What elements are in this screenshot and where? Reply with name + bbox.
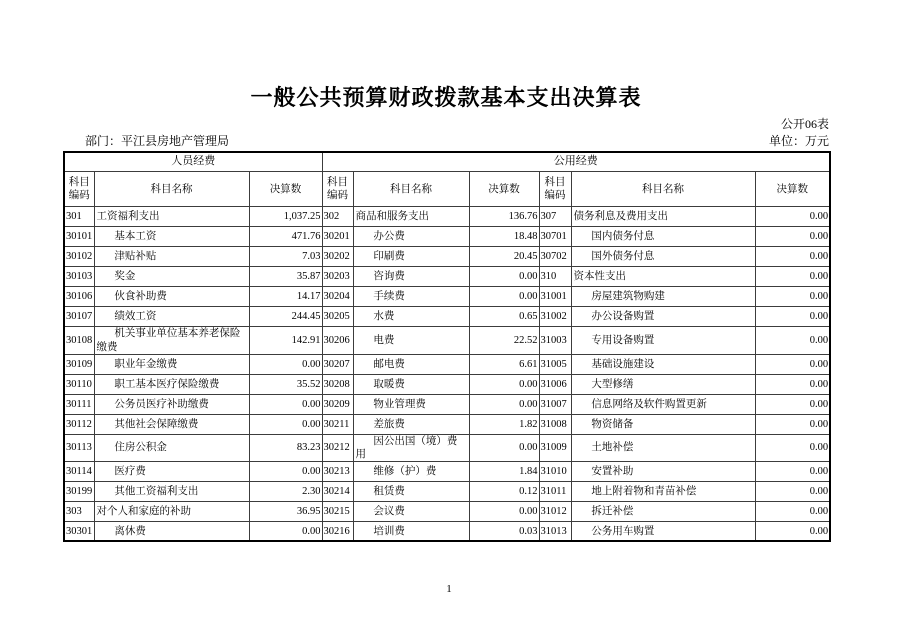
table-row [64, 267, 830, 287]
budget-table-body [64, 207, 830, 542]
subject-code-cell: 30215 [322, 501, 353, 521]
department-label: 部门：平江县房地产管理局 [85, 133, 230, 148]
subject-name-cell: 差旅费 [353, 414, 469, 434]
subject-code-cell: 30213 [322, 461, 353, 481]
table-row [64, 394, 830, 414]
subject-code-cell: 31006 [539, 374, 571, 394]
final-amount-cell: 0.00 [469, 287, 539, 307]
table-row [64, 501, 830, 521]
page-title: 一般公共预算财政拨款基本支出决算表 [250, 85, 642, 110]
subject-name-cell: 债务利息及费用支出 [571, 207, 755, 227]
subject-name-cell: 国内债务付息 [571, 227, 755, 247]
final-amount-cell: 18.48 [469, 227, 539, 247]
subject-code-cell: 30112 [64, 414, 94, 434]
final-amount-cell: 0.00 [249, 521, 322, 541]
subject-name-cell: 会议费 [353, 501, 469, 521]
subject-code-cell: 30203 [322, 267, 353, 287]
table-row [64, 287, 830, 307]
subject-name-cell: 水费 [353, 307, 469, 327]
final-amount-cell: 0.00 [755, 207, 830, 227]
subject-name-cell: 房屋建筑物购建 [571, 287, 755, 307]
subject-code-cell: 30214 [322, 481, 353, 501]
budget-table [63, 151, 831, 543]
final-amount-cell: 0.00 [469, 267, 539, 287]
final-amount-cell: 0.00 [249, 354, 322, 374]
subject-code-cell: 30199 [64, 481, 94, 501]
final-amount-cell: 0.00 [755, 394, 830, 414]
final-amount-cell: 0.00 [755, 227, 830, 247]
subject-name-cell: 医疗费 [94, 461, 249, 481]
subject-name-cell: 培训费 [353, 521, 469, 541]
column-header-amount: 决算数 [469, 172, 539, 207]
unit-label: 单位：万元 [768, 133, 829, 148]
subject-code-cell: 30106 [64, 287, 94, 307]
subject-name-cell: 基本工资 [94, 227, 249, 247]
subject-code-cell: 30701 [539, 227, 571, 247]
subject-code-cell: 30109 [64, 354, 94, 374]
subject-name-cell: 租赁费 [353, 481, 469, 501]
final-amount-cell: 0.65 [469, 307, 539, 327]
subject-name-cell: 机关事业单位基本养老保险缴费 [94, 327, 249, 354]
subject-name-cell: 离休费 [94, 521, 249, 541]
subject-code-cell: 31002 [539, 307, 571, 327]
subject-name-cell: 咨询费 [353, 267, 469, 287]
table-row [64, 247, 830, 267]
final-amount-cell: 20.45 [469, 247, 539, 267]
subject-code-cell: 31003 [539, 327, 571, 354]
subject-code-cell: 30209 [322, 394, 353, 414]
subject-code-cell: 31005 [539, 354, 571, 374]
final-amount-cell: 35.52 [249, 374, 322, 394]
column-header-name: 科目名称 [353, 172, 469, 207]
subject-code-cell: 31008 [539, 414, 571, 434]
subject-name-cell: 职业年金缴费 [94, 354, 249, 374]
subject-name-cell: 物资储备 [571, 414, 755, 434]
subject-name-cell: 印刷费 [353, 247, 469, 267]
final-amount-cell: 0.00 [755, 521, 830, 541]
final-amount-cell: 0.00 [755, 307, 830, 327]
subject-code-cell: 31012 [539, 501, 571, 521]
final-amount-cell: 0.00 [469, 501, 539, 521]
subject-code-cell: 30201 [322, 227, 353, 247]
subject-name-cell: 对个人和家庭的补助 [94, 501, 249, 521]
page-number: 1 [446, 583, 452, 595]
subject-name-cell: 伙食补助费 [94, 287, 249, 307]
subject-name-cell: 手续费 [353, 287, 469, 307]
subject-code-cell: 30111 [64, 394, 94, 414]
final-amount-cell: 0.00 [249, 414, 322, 434]
table-row [64, 434, 830, 461]
table-row [64, 227, 830, 247]
column-header-code: 科目编码 [64, 172, 94, 207]
subject-name-cell: 大型修缮 [571, 374, 755, 394]
column-header-amount: 决算数 [755, 172, 830, 207]
final-amount-cell: 0.00 [755, 414, 830, 434]
final-amount-cell: 36.95 [249, 501, 322, 521]
subject-code-cell: 30113 [64, 434, 94, 461]
subject-name-cell: 办公设备购置 [571, 307, 755, 327]
final-amount-cell: 142.91 [249, 327, 322, 354]
subject-code-cell: 302 [322, 207, 353, 227]
subject-code-cell: 31010 [539, 461, 571, 481]
table-row [64, 374, 830, 394]
final-amount-cell: 0.03 [469, 521, 539, 541]
final-amount-cell: 6.61 [469, 354, 539, 374]
subject-name-cell: 维修（护）费 [353, 461, 469, 481]
table-row [64, 307, 830, 327]
final-amount-cell: 0.00 [755, 461, 830, 481]
subject-name-cell: 安置补助 [571, 461, 755, 481]
subject-name-cell: 土地补偿 [571, 434, 755, 461]
subject-code-cell: 30202 [322, 247, 353, 267]
subject-name-cell: 取暖费 [353, 374, 469, 394]
table-row [64, 327, 830, 354]
final-amount-cell: 0.00 [469, 394, 539, 414]
subject-name-cell: 其他工资福利支出 [94, 481, 249, 501]
subject-name-cell: 职工基本医疗保险缴费 [94, 374, 249, 394]
subject-name-cell: 电费 [353, 327, 469, 354]
column-header-code: 科目编码 [322, 172, 353, 207]
final-amount-cell: 22.52 [469, 327, 539, 354]
subject-code-cell: 30103 [64, 267, 94, 287]
group-header-public: 公用经费 [322, 152, 830, 172]
group-header-row [64, 152, 830, 172]
final-amount-cell: 0.00 [755, 374, 830, 394]
subject-name-cell: 邮电费 [353, 354, 469, 374]
subject-name-cell: 资本性支出 [571, 267, 755, 287]
final-amount-cell: 0.00 [755, 287, 830, 307]
subject-code-cell: 30702 [539, 247, 571, 267]
table-row [64, 414, 830, 434]
final-amount-cell: 0.00 [469, 374, 539, 394]
subject-code-cell: 30204 [322, 287, 353, 307]
subject-code-cell: 30212 [322, 434, 353, 461]
column-header-code: 科目编码 [539, 172, 571, 207]
doc-number: 公开06表 [780, 117, 829, 132]
subject-name-cell: 基础设施建设 [571, 354, 755, 374]
subject-name-cell: 国外债务付息 [571, 247, 755, 267]
column-header-name: 科目名称 [571, 172, 755, 207]
final-amount-cell: 136.76 [469, 207, 539, 227]
final-amount-cell: 471.76 [249, 227, 322, 247]
final-amount-cell: 0.00 [755, 247, 830, 267]
subject-name-cell: 公务员医疗补助缴费 [94, 394, 249, 414]
final-amount-cell: 2.30 [249, 481, 322, 501]
table-row [64, 481, 830, 501]
final-amount-cell: 0.12 [469, 481, 539, 501]
column-header-name: 科目名称 [94, 172, 249, 207]
subject-code-cell: 30208 [322, 374, 353, 394]
subject-code-cell: 301 [64, 207, 94, 227]
subject-name-cell: 绩效工资 [94, 307, 249, 327]
table-row [64, 461, 830, 481]
subject-code-cell: 30211 [322, 414, 353, 434]
final-amount-cell: 0.00 [469, 434, 539, 461]
group-header-personnel: 人员经费 [64, 152, 322, 172]
column-header-row [64, 172, 830, 207]
subject-code-cell: 30108 [64, 327, 94, 354]
subject-code-cell: 303 [64, 501, 94, 521]
final-amount-cell: 1.84 [469, 461, 539, 481]
meta-line [63, 134, 829, 148]
final-amount-cell: 0.00 [755, 481, 830, 501]
final-amount-cell: 0.00 [755, 354, 830, 374]
final-amount-cell: 0.00 [755, 501, 830, 521]
subject-code-cell: 30101 [64, 227, 94, 247]
final-amount-cell: 83.23 [249, 434, 322, 461]
final-amount-cell: 14.17 [249, 287, 322, 307]
subject-code-cell: 30207 [322, 354, 353, 374]
table-row [64, 207, 830, 227]
column-header-amount: 决算数 [249, 172, 322, 207]
subject-name-cell: 专用设备购置 [571, 327, 755, 354]
subject-code-cell: 31001 [539, 287, 571, 307]
subject-name-cell: 商品和服务支出 [353, 207, 469, 227]
table-row [64, 521, 830, 541]
subject-name-cell: 信息网络及软件购置更新 [571, 394, 755, 414]
final-amount-cell: 0.00 [755, 434, 830, 461]
subject-code-cell: 30110 [64, 374, 94, 394]
subject-name-cell: 津贴补贴 [94, 247, 249, 267]
subject-code-cell: 307 [539, 207, 571, 227]
subject-code-cell: 30107 [64, 307, 94, 327]
subject-name-cell: 因公出国（境）费用 [353, 434, 469, 461]
subject-code-cell: 30205 [322, 307, 353, 327]
final-amount-cell: 0.00 [249, 461, 322, 481]
final-amount-cell: 0.00 [755, 267, 830, 287]
subject-name-cell: 地上附着物和青苗补偿 [571, 481, 755, 501]
final-amount-cell: 7.03 [249, 247, 322, 267]
subject-name-cell: 物业管理费 [353, 394, 469, 414]
subject-code-cell: 31013 [539, 521, 571, 541]
final-amount-cell: 0.00 [249, 394, 322, 414]
final-amount-cell: 1.82 [469, 414, 539, 434]
subject-code-cell: 31009 [539, 434, 571, 461]
subject-name-cell: 住房公积金 [94, 434, 249, 461]
subject-code-cell: 31007 [539, 394, 571, 414]
subject-name-cell: 拆迁补偿 [571, 501, 755, 521]
subject-code-cell: 30114 [64, 461, 94, 481]
subject-code-cell: 310 [539, 267, 571, 287]
subject-name-cell: 公务用车购置 [571, 521, 755, 541]
subject-name-cell: 办公费 [353, 227, 469, 247]
table-row [64, 354, 830, 374]
subject-code-cell: 30216 [322, 521, 353, 541]
final-amount-cell: 244.45 [249, 307, 322, 327]
subject-code-cell: 30301 [64, 521, 94, 541]
subject-code-cell: 30206 [322, 327, 353, 354]
final-amount-cell: 1,037.25 [249, 207, 322, 227]
subject-name-cell: 工资福利支出 [94, 207, 249, 227]
final-amount-cell: 35.87 [249, 267, 322, 287]
subject-name-cell: 奖金 [94, 267, 249, 287]
final-amount-cell: 0.00 [755, 327, 830, 354]
subject-code-cell: 31011 [539, 481, 571, 501]
subject-code-cell: 30102 [64, 247, 94, 267]
subject-name-cell: 其他社会保障缴费 [94, 414, 249, 434]
